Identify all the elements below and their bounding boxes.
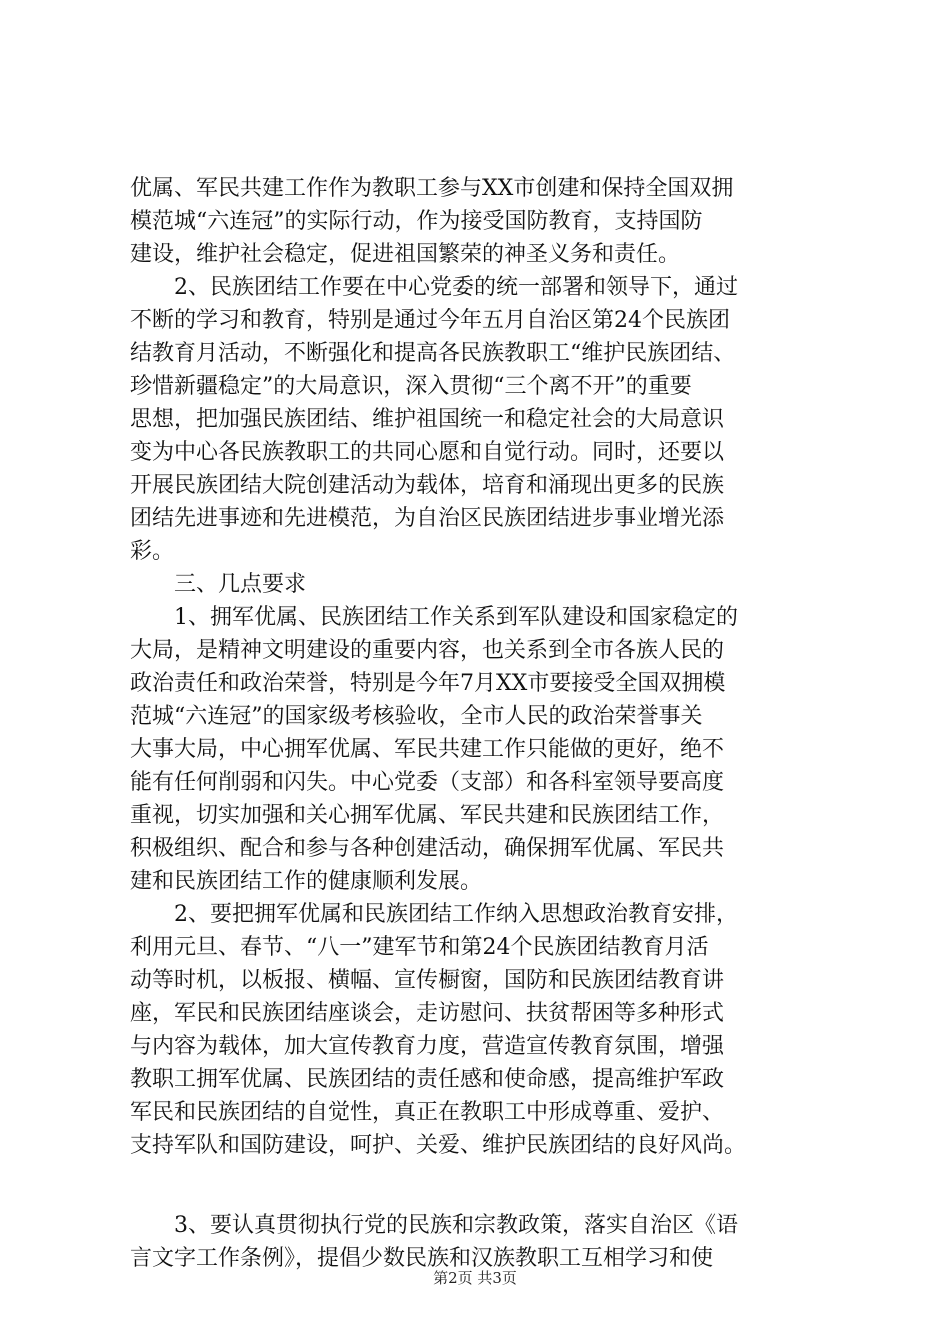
text-line: 1、拥军优属、民族团结工作关系到军队建设和国家稳定的 <box>174 605 738 630</box>
text-line: 动等时机，以板报、横幅、宣传橱窗，国防和民族团结教育讲 <box>130 968 725 993</box>
text-line: 彩。 <box>130 539 175 564</box>
text-line: 建设，维护社会稳定，促进祖国繁荣的神圣义务和责任。 <box>130 242 681 267</box>
text-line: 3、要认真贯彻执行党的民族和宗教政策，落实自治区《语 <box>174 1213 738 1238</box>
text-line: 大事大局，中心拥军优属、军民共建工作只能做的更好，绝不 <box>130 737 725 762</box>
paragraph-gap <box>130 1162 830 1209</box>
text-line: 言文字工作条例》，提倡少数民族和汉族教职工互相学习和使 <box>130 1246 714 1271</box>
text-line: 积极组织、配合和参与各种创建活动，确保拥军优属、军民共 <box>130 836 725 861</box>
document-body <box>130 172 830 1275</box>
text-line: 支持军队和国防建设，呵护、关爱、维护民族团结的良好风尚。 <box>130 1133 747 1158</box>
text-line: 模范城“六连冠”的实际行动，作为接受国防教育，支持国防 <box>130 209 703 234</box>
text-line: 不断的学习和教育，特别是通过今年五月自治区第24个民族团 <box>130 308 730 333</box>
text-line: 优属、军民共建工作作为教职工参与XX市创建和保持全国双拥 <box>130 176 734 201</box>
text-line: 思想，把加强民族团结、维护祖国统一和稳定社会的大局意识 <box>130 407 725 432</box>
text-line: 利用元旦、春节、“八一”建军节和第24个民族团结教育月活 <box>130 935 709 960</box>
text-line: 教职工拥军优属、民族团结的责任感和使命感，提高维护军政 <box>130 1067 725 1092</box>
text-line: 变为中心各民族教职工的共同心愿和自觉行动。同时，还要以 <box>130 440 725 465</box>
text-line: 军民和民族团结的自觉性，真正在教职工中形成尊重、爱护、 <box>130 1100 725 1125</box>
text-line: 团结先进事迹和先进模范，为自治区民族团结进步事业增光添 <box>130 506 725 531</box>
text-line: 三、几点要求 <box>174 572 307 597</box>
text-line: 座，军民和民族团结座谈会，走访慰问、扶贫帮困等多种形式 <box>130 1001 725 1026</box>
text-line: 与内容为载体，加大宣传教育力度，营造宣传教育氛围，增强 <box>130 1034 725 1059</box>
text-line: 政治责任和政治荣誉，特别是今年7月XX市要接受全国双拥模 <box>130 671 726 696</box>
text-line: 能有任何削弱和闪失。中心党委（支部）和各科室领导要高度 <box>130 770 725 795</box>
text-line: 结教育月活动，不断强化和提高各民族教职工“维护民族团结、 <box>130 341 736 366</box>
text-line: 珍惜新疆稳定”的大局意识，深入贯彻“三个离不开”的重要 <box>130 374 692 399</box>
page-footer: 第2页 共3页 <box>433 1269 517 1287</box>
text-line: 2、要把拥军优属和民族团结工作纳入思想政治教育安排， <box>174 902 738 927</box>
text-line: 开展民族团结大院创建活动为载体，培育和涌现出更多的民族 <box>130 473 725 498</box>
text-line: 建和民族团结工作的健康顺利发展。 <box>130 869 483 894</box>
text-line: 范城“六连冠”的国家级考核验收，全市人民的政治荣誉事关 <box>130 704 703 729</box>
text-line: 重视，切实加强和关心拥军优属、军民共建和民族团结工作， <box>130 803 725 828</box>
text-line: 大局，是精神文明建设的重要内容，也关系到全市各族人民的 <box>130 638 725 663</box>
text-line: 2、民族团结工作要在中心党委的统一部署和领导下，通过 <box>174 275 738 300</box>
